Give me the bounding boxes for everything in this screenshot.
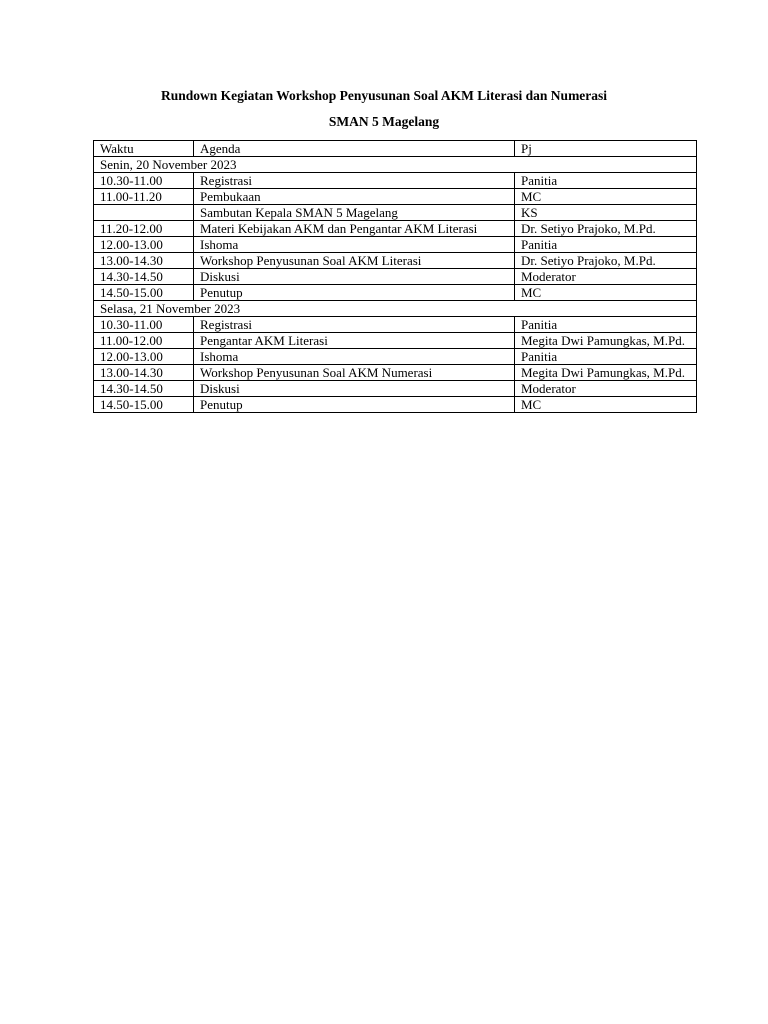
- table-row: [94, 285, 697, 301]
- table-row: [94, 365, 697, 381]
- cell-waktu: 12.00-13.00: [94, 349, 194, 365]
- table-row: [94, 237, 697, 253]
- cell-agenda: Ishoma: [194, 349, 515, 365]
- cell-pj: MC: [515, 189, 697, 205]
- day-label: Senin, 20 November 2023: [94, 157, 697, 173]
- cell-waktu: [94, 205, 194, 221]
- cell-waktu: 11.00-12.00: [94, 333, 194, 349]
- cell-waktu: 12.00-13.00: [94, 237, 194, 253]
- cell-agenda: Ishoma: [194, 237, 515, 253]
- cell-agenda: Registrasi: [194, 173, 515, 189]
- cell-pj: Panitia: [515, 237, 697, 253]
- cell-agenda: Sambutan Kepala SMAN 5 Magelang: [194, 205, 515, 221]
- cell-waktu: 11.20-12.00: [94, 221, 194, 237]
- header-pj: Pj: [515, 141, 697, 157]
- cell-pj: MC: [515, 285, 697, 301]
- table-row: [94, 349, 697, 365]
- table-row: [94, 317, 697, 333]
- table-row: [94, 205, 697, 221]
- cell-agenda: Pembukaan: [194, 189, 515, 205]
- header-waktu: Waktu: [94, 141, 194, 157]
- cell-pj: Moderator: [515, 269, 697, 285]
- table-header-row: [94, 141, 697, 157]
- cell-pj: KS: [515, 205, 697, 221]
- cell-agenda: Diskusi: [194, 381, 515, 397]
- cell-waktu: 11.00-11.20: [94, 189, 194, 205]
- rundown-table: [93, 140, 697, 413]
- cell-pj: MC: [515, 397, 697, 413]
- table-row: [94, 269, 697, 285]
- cell-waktu: 14.50-15.00: [94, 397, 194, 413]
- table-row: [94, 333, 697, 349]
- cell-agenda: Workshop Penyusunan Soal AKM Literasi: [194, 253, 515, 269]
- day-row: [94, 157, 697, 173]
- table-row: [94, 381, 697, 397]
- cell-pj: Dr. Setiyo Prajoko, M.Pd.: [515, 221, 697, 237]
- cell-agenda: Materi Kebijakan AKM dan Pengantar AKM Literasi: [194, 221, 515, 237]
- cell-agenda: Registrasi: [194, 317, 515, 333]
- cell-agenda: Pengantar AKM Literasi: [194, 333, 515, 349]
- cell-pj: Panitia: [515, 317, 697, 333]
- cell-waktu: 13.00-14.30: [94, 253, 194, 269]
- table-row: [94, 397, 697, 413]
- cell-agenda: Penutup: [194, 285, 515, 301]
- document-subtitle: SMAN 5 Magelang: [328, 114, 440, 129]
- table-row: [94, 173, 697, 189]
- cell-waktu: 14.50-15.00: [94, 285, 194, 301]
- cell-pj: Dr. Setiyo Prajoko, M.Pd.: [515, 253, 697, 269]
- table-row: [94, 189, 697, 205]
- day-row: [94, 301, 697, 317]
- cell-agenda: Workshop Penyusunan Soal AKM Numerasi: [194, 365, 515, 381]
- cell-waktu: 14.30-14.50: [94, 269, 194, 285]
- cell-agenda: Penutup: [194, 397, 515, 413]
- cell-pj: Moderator: [515, 381, 697, 397]
- cell-pj: Panitia: [515, 349, 697, 365]
- document-title: Rundown Kegiatan Workshop Penyusunan Soal AKM Literasi dan Numerasi: [160, 88, 608, 103]
- cell-agenda: Diskusi: [194, 269, 515, 285]
- cell-pj: Panitia: [515, 173, 697, 189]
- cell-waktu: 14.30-14.50: [94, 381, 194, 397]
- cell-waktu: 10.30-11.00: [94, 173, 194, 189]
- cell-waktu: 10.30-11.00: [94, 317, 194, 333]
- cell-pj: Megita Dwi Pamungkas, M.Pd.: [515, 365, 697, 381]
- cell-pj: Megita Dwi Pamungkas, M.Pd.: [515, 333, 697, 349]
- table-row: [94, 221, 697, 237]
- day-label: Selasa, 21 November 2023: [94, 301, 697, 317]
- header-agenda: Agenda: [194, 141, 515, 157]
- cell-waktu: 13.00-14.30: [94, 365, 194, 381]
- table-row: [94, 253, 697, 269]
